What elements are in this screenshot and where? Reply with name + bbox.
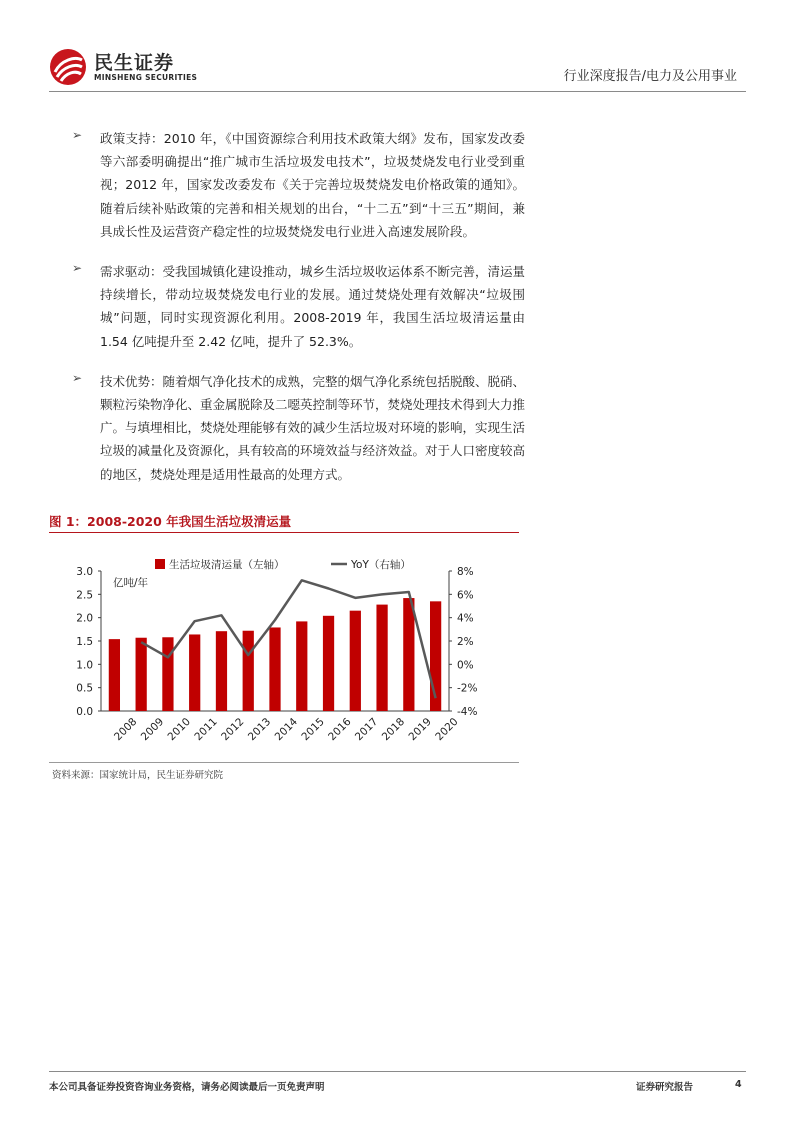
bullet-arrow-icon: ➢: [72, 261, 83, 276]
chart-container: [49, 534, 519, 759]
figure-title: 图 1：2008-2020 年我国生活垃圾清运量: [49, 514, 292, 529]
y-right-tick-label: 4%: [457, 612, 474, 625]
minsheng-logo-icon: [49, 48, 87, 86]
bullet-item-technology: [70, 370, 525, 486]
bar: [376, 605, 387, 711]
x-tick-label: 2008: [112, 715, 140, 744]
bar: [350, 611, 361, 711]
waste-collection-chart: [49, 534, 519, 759]
y-right-tick-label: 0%: [457, 659, 474, 672]
y-right-tick-label: 8%: [457, 566, 474, 578]
bullet-text: 需求驱动：受我国城镇化建设推动，城乡生活垃圾收运体系不断完善，清运量持续增长，带动垃圾焚烧发电行业的发展。通过焚烧处理有效解决“垃圾围城”问题，同时实现资源化利用。2008-2019 年，我国生活垃圾清运量由 1.54 亿吨提升至 2.42 亿吨，提升了 52.3%。: [100, 264, 526, 349]
bar: [269, 627, 280, 711]
legend-label-bar: 生活垃圾清运量（左轴）: [169, 559, 285, 571]
bar: [323, 616, 334, 711]
report-category: 行业深度报告/电力及公用事业: [563, 69, 737, 84]
footer-divider: [49, 1071, 746, 1072]
bullet-item-demand: [70, 260, 525, 353]
x-tick-label: 2010: [165, 715, 193, 744]
y-left-tick-label: 2.0: [76, 612, 93, 625]
bar: [109, 639, 120, 711]
bullet-arrow-icon: ➢: [72, 370, 83, 385]
x-tick-label: 2012: [219, 715, 247, 744]
x-tick-label: 2019: [406, 715, 434, 744]
y-left-tick-label: 0.0: [76, 706, 93, 718]
bar: [216, 631, 227, 711]
y-left-unit-label: 亿吨/年: [113, 577, 149, 589]
bullet-text: 技术优势：随着烟气净化技术的成熟，完整的烟气净化系统包括脱酸、脱硝、颗粒污染物净化、重金属脱除及二噁英控制等环节，焚烧处理技术得到大力推广。与填埋相比，焚烧处理能够有效的减少生活垃圾对环境的影响，实现生活垃圾的减量化及资源化，具有较高的环境效益与经济效益。对于人口密度较高的地区，焚烧处理是适用性最高的处理方式。: [100, 373, 526, 482]
y-right-tick-label: 2%: [457, 636, 474, 648]
x-tick-label: 2009: [138, 715, 167, 744]
bullet-list: [70, 127, 525, 503]
page-number: 4: [735, 1079, 742, 1090]
bar: [189, 634, 200, 711]
x-tick-label: 2020: [433, 715, 461, 744]
bar: [162, 637, 173, 711]
x-tick-label: 2017: [352, 715, 381, 744]
bar: [243, 631, 254, 711]
logo-text-cn: 民生证券: [94, 52, 175, 74]
x-tick-label: 2013: [245, 715, 274, 744]
y-left-tick-label: 3.0: [76, 566, 93, 578]
y-left-tick-label: 1.0: [76, 659, 93, 672]
footer-report-type: 证券研究报告: [636, 1082, 694, 1093]
legend-label-line: YoY（右轴）: [351, 559, 411, 571]
logo-text-en: MINSHENG SECURITIES: [94, 73, 198, 82]
footer-disclaimer: 本公司具备证券投资咨询业务资格，请务必阅读最后一页免责声明: [49, 1082, 325, 1093]
x-tick-label: 2014: [272, 715, 301, 744]
y-right-tick-label: -4%: [457, 706, 478, 718]
figure-source: 资料来源：国家统计局，民生证券研究院: [52, 770, 224, 781]
bullet-text: 政策支持：2010 年，《中国资源综合利用技术政策大纲》发布，国家发改委等六部委明确提出“推广城市生活垃圾发电技术”，垃圾焚烧发电行业受到重视；2012 年，国家发改委发布《关于完善垃圾焚烧发电价格政策的通知》。随着后续补贴政策的完善和相关规划的出台，“十二五”到“十三五”期间，兼具成长性及运营资产稳定性的垃圾焚烧发电行业进入高速发展阶段。: [100, 131, 525, 239]
figure-title-rule: [49, 532, 519, 533]
legend-swatch-bar: [155, 559, 165, 569]
bullet-arrow-icon: ➢: [72, 128, 83, 142]
header-divider: [49, 91, 746, 92]
y-left-tick-label: 1.5: [76, 636, 93, 648]
y-right-tick-label: 6%: [457, 589, 474, 602]
bullet-item-policy: [70, 127, 525, 243]
x-tick-label: 2015: [299, 715, 327, 744]
bar: [296, 621, 307, 711]
yoy-line: [141, 580, 435, 698]
y-right-tick-label: -2%: [457, 682, 478, 695]
x-tick-label: 2016: [326, 715, 354, 744]
minsheng-logo: [49, 45, 199, 89]
x-tick-label: 2011: [192, 715, 220, 744]
y-left-tick-label: 2.5: [76, 589, 93, 602]
bar: [136, 638, 147, 711]
figure-bottom-rule: [49, 762, 519, 763]
bar: [403, 598, 414, 711]
y-left-tick-label: 0.5: [76, 682, 93, 695]
x-tick-label: 2018: [379, 715, 408, 744]
